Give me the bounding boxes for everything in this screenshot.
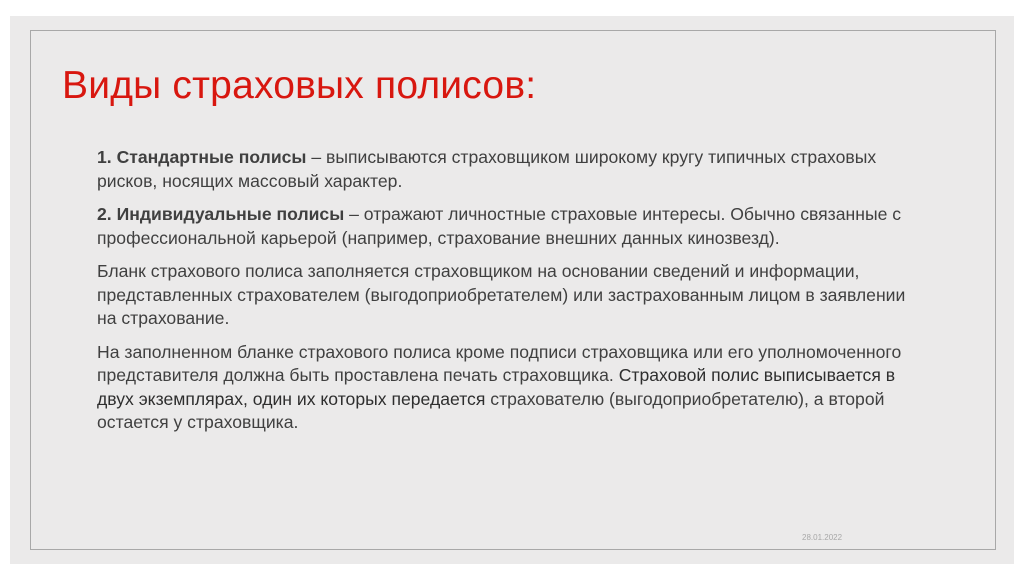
- slide-title: Виды страховых полисов:: [62, 64, 537, 107]
- item-number-1: 1.: [97, 147, 112, 167]
- definition-individual-policies: – отражают личностные страховые интересы. Обычно связанные с профессиональной карьерой (например, страхование внешних данных кинозвезд).: [97, 204, 902, 248]
- paragraph-signature-copies: [97, 341, 927, 435]
- text-copies-emphasis: Страховой полис выписывается в двух экземплярах, один их которых передается: [97, 365, 896, 409]
- text-copies-rest: страхователю (выгодоприобретателю), а второй остается у страховщика.: [97, 388, 885, 432]
- text-signature: На заполненном бланке страхового полиса кроме подписи страховщика или его уполномоченного представителя должна быть проставлена печать страховщика.: [97, 341, 902, 385]
- paragraph-policy-form: Бланк страхового полиса заполняется страховщиком на основании сведений и информации, представленных страхователем (выгодоприобретателем) или застрахованным лицом в заявлении на страхование.: [97, 261, 906, 328]
- item-number-2: 2.: [97, 204, 112, 224]
- slide-date: 28.01.2022: [802, 533, 843, 542]
- paragraph-individual-policies: [97, 203, 927, 250]
- term-individual-policies: Индивидуальные полисы: [116, 204, 345, 224]
- paragraph-standard-policies: [97, 146, 927, 193]
- slide: [10, 16, 1014, 564]
- definition-standard-policies: – выписываются страховщиком широкому кругу типичных страховых рисков, носящих массовый характер.: [97, 147, 877, 191]
- term-standard-policies: Стандартные полисы: [116, 147, 307, 167]
- slide-content: [97, 146, 927, 445]
